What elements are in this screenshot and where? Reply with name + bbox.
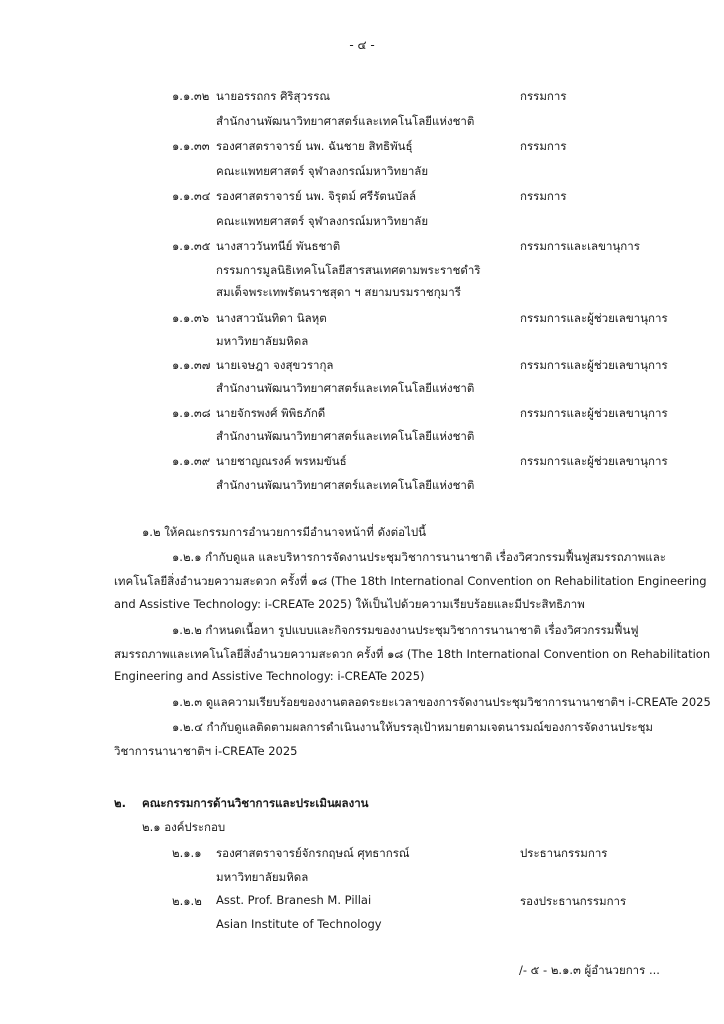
member-org-row: [0, 380, 724, 400]
member-number: ๑.๑.๓๙: [172, 454, 211, 468]
member-name: รองศาสตราจารย์จักรกฤษณ์ ศุทธากรณ์: [216, 846, 410, 860]
member-role: กรรมการและเลขานุการ: [520, 239, 640, 253]
member-org: Asian Institute of Technology: [216, 917, 382, 931]
member-role: กรรมการและผู้ช่วยเลขานุการ: [520, 311, 668, 325]
member-org: สำนักงานพัฒนาวิทยาศาสตร์และเทคโนโลยีแห่งชาติ: [216, 381, 475, 395]
member-org: กรรมการมูลนิธิเทคโนโลยีสารสนเทศตามพระราชดำริ: [216, 263, 481, 277]
page-continuation-footer: /- ๕ - ๒.๑.๓ ผู้อำนวยการ ...: [519, 963, 660, 977]
member-name: นายเจษฎา จงสุขวรากุล: [216, 358, 334, 372]
duty-1-line-3: and Assistive Technology: i-CREATe 2025) ให้เป็นไปด้วยความเรียบร้อยและมีประสิทธิภาพ: [114, 597, 585, 611]
section-2-title: คณะกรรมการด้านวิชาการและประเมินผลงาน: [142, 796, 369, 810]
member-number: ๒.๑.๑: [172, 846, 202, 860]
member-2-1-2: [0, 893, 724, 913]
member-name: นางสาวนันทิดา นิลหุต: [216, 311, 327, 325]
member-name: รองศาสตราจารย์ นพ. จิรุตม์ ศรีรัตนบัลล์: [216, 189, 417, 203]
member-number: ๑.๑.๓๔: [172, 189, 211, 203]
member-role: กรรมการ: [520, 139, 567, 153]
duty-1-line-1: ๑.๒.๑ กำกับดูแล และบริหารการจัดงานประชุมวิชาการนานาชาติ เรื่องวิศวกรรมฟื้นฟูสมรรถภาพและ: [172, 550, 666, 564]
member-number: ๑.๑.๓๖: [172, 311, 210, 325]
member-1-1-37: [0, 357, 724, 377]
member-role: กรรมการและผู้ช่วยเลขานุการ: [520, 358, 668, 372]
duty-2-line-3: Engineering and Assistive Technology: i-CREATe 2025): [114, 669, 425, 683]
member-number: ๒.๑.๒: [172, 894, 202, 908]
member-org-row: [0, 262, 724, 282]
page-number: - ๔ -: [349, 38, 375, 52]
section-2-subheading: ๒.๑ องค์ประกอบ: [142, 820, 226, 834]
member-org-row: [0, 428, 724, 448]
duty-4-line-1: ๑.๒.๔ กำกับดูแลติดตามผลการดำเนินงานให้บรรลุเป้าหมายตามเจตนารมณ์ของการจัดงานประชุม: [172, 720, 653, 734]
member-name: นายชาญณรงค์ พรหมขันธ์: [216, 454, 347, 468]
member-org: สำนักงานพัฒนาวิทยาศาสตร์และเทคโนโลยีแห่งชาติ: [216, 114, 475, 128]
duties-heading: ๑.๒ ให้คณะกรรมการอำนวยการมีอำนาจหน้าที่ ดังต่อไปนี้: [142, 525, 426, 539]
member-org: สมเด็จพระเทพรัตนราชสุดา ฯ สยามบรมราชกุมารี: [216, 285, 461, 299]
member-role: กรรมการและผู้ช่วยเลขานุการ: [520, 454, 668, 468]
member-name: รองศาสตราจารย์ นพ. ฉันชาย สิทธิพันธุ์: [216, 139, 413, 153]
member-org-row: [0, 869, 724, 889]
member-name: Asst. Prof. Branesh M. Pillai: [216, 893, 372, 907]
member-org: สำนักงานพัฒนาวิทยาศาสตร์และเทคโนโลยีแห่งชาติ: [216, 429, 475, 443]
member-role: กรรมการ: [520, 89, 567, 103]
duty-2-line-2: สมรรถภาพและเทคโนโลยีสิ่งอำนวยความสะดวก ครั้งที่ ๑๘ (The 18th International Convention on Rehabilitation: [114, 647, 711, 661]
member-org: คณะแพทยศาสตร์ จุฬาลงกรณ์มหาวิทยาลัย: [216, 214, 429, 228]
member-role: ประธานกรรมการ: [520, 846, 608, 860]
member-number: ๑.๑.๓๕: [172, 239, 211, 253]
member-1-1-32: [0, 88, 724, 108]
member-number: ๑.๑.๓๒: [172, 89, 210, 103]
member-org-row: [0, 113, 724, 133]
duty-2-line-1: ๑.๒.๒ กำหนดเนื้อหา รูปแบบและกิจกรรมของงานประชุมวิชาการนานาชาติ เรื่องวิศวกรรมฟื้นฟู: [172, 623, 639, 637]
duty-4-line-2: วิชาการนานาชาติฯ i-CREATe 2025: [114, 744, 298, 758]
member-org: มหาวิทยาลัยมหิดล: [216, 334, 309, 348]
member-org: สำนักงานพัฒนาวิทยาศาสตร์และเทคโนโลยีแห่งชาติ: [216, 478, 475, 492]
member-1-1-34: [0, 188, 724, 208]
member-1-1-38: [0, 405, 724, 425]
member-number: ๑.๑.๓๗: [172, 358, 211, 372]
member-org-row: [0, 333, 724, 353]
member-role: กรรมการและผู้ช่วยเลขานุการ: [520, 406, 668, 420]
member-2-1-1: [0, 845, 724, 865]
member-org: คณะแพทยศาสตร์ จุฬาลงกรณ์มหาวิทยาลัย: [216, 164, 429, 178]
member-name: นายจักรพงศ์ พิพิธภักดี: [216, 406, 326, 420]
member-name: นางสาววันทนีย์ พันธชาติ: [216, 239, 341, 253]
member-org-row: [0, 213, 724, 233]
member-1-1-35: [0, 238, 724, 258]
member-1-1-33: [0, 138, 724, 158]
member-role: รองประธานกรรมการ: [520, 894, 627, 908]
member-1-1-39: [0, 453, 724, 473]
duty-3: ๑.๒.๓ ดูแลความเรียบร้อยของงานตลอดระยะเวลาของการจัดงานประชุมวิชาการนานาชาติฯ i-CREATe 2025: [172, 695, 711, 709]
member-org-row: [0, 284, 724, 304]
member-org-row: [0, 917, 724, 937]
member-number: ๑.๑.๓๘: [172, 406, 211, 420]
member-org: มหาวิทยาลัยมหิดล: [216, 870, 309, 884]
member-role: กรรมการ: [520, 189, 567, 203]
member-org-row: [0, 163, 724, 183]
member-1-1-36: [0, 310, 724, 330]
member-name: นายอรรถกร ศิริสุวรรณ: [216, 89, 331, 103]
section-2-number: ๒.: [114, 796, 126, 810]
member-org-row: [0, 477, 724, 497]
duty-1-line-2: เทคโนโลยีสิ่งอำนวยความสะดวก ครั้งที่ ๑๘ (The 18th International Convention on Rehabilitation Engineering: [114, 574, 707, 588]
member-number: ๑.๑.๓๓: [172, 139, 210, 153]
